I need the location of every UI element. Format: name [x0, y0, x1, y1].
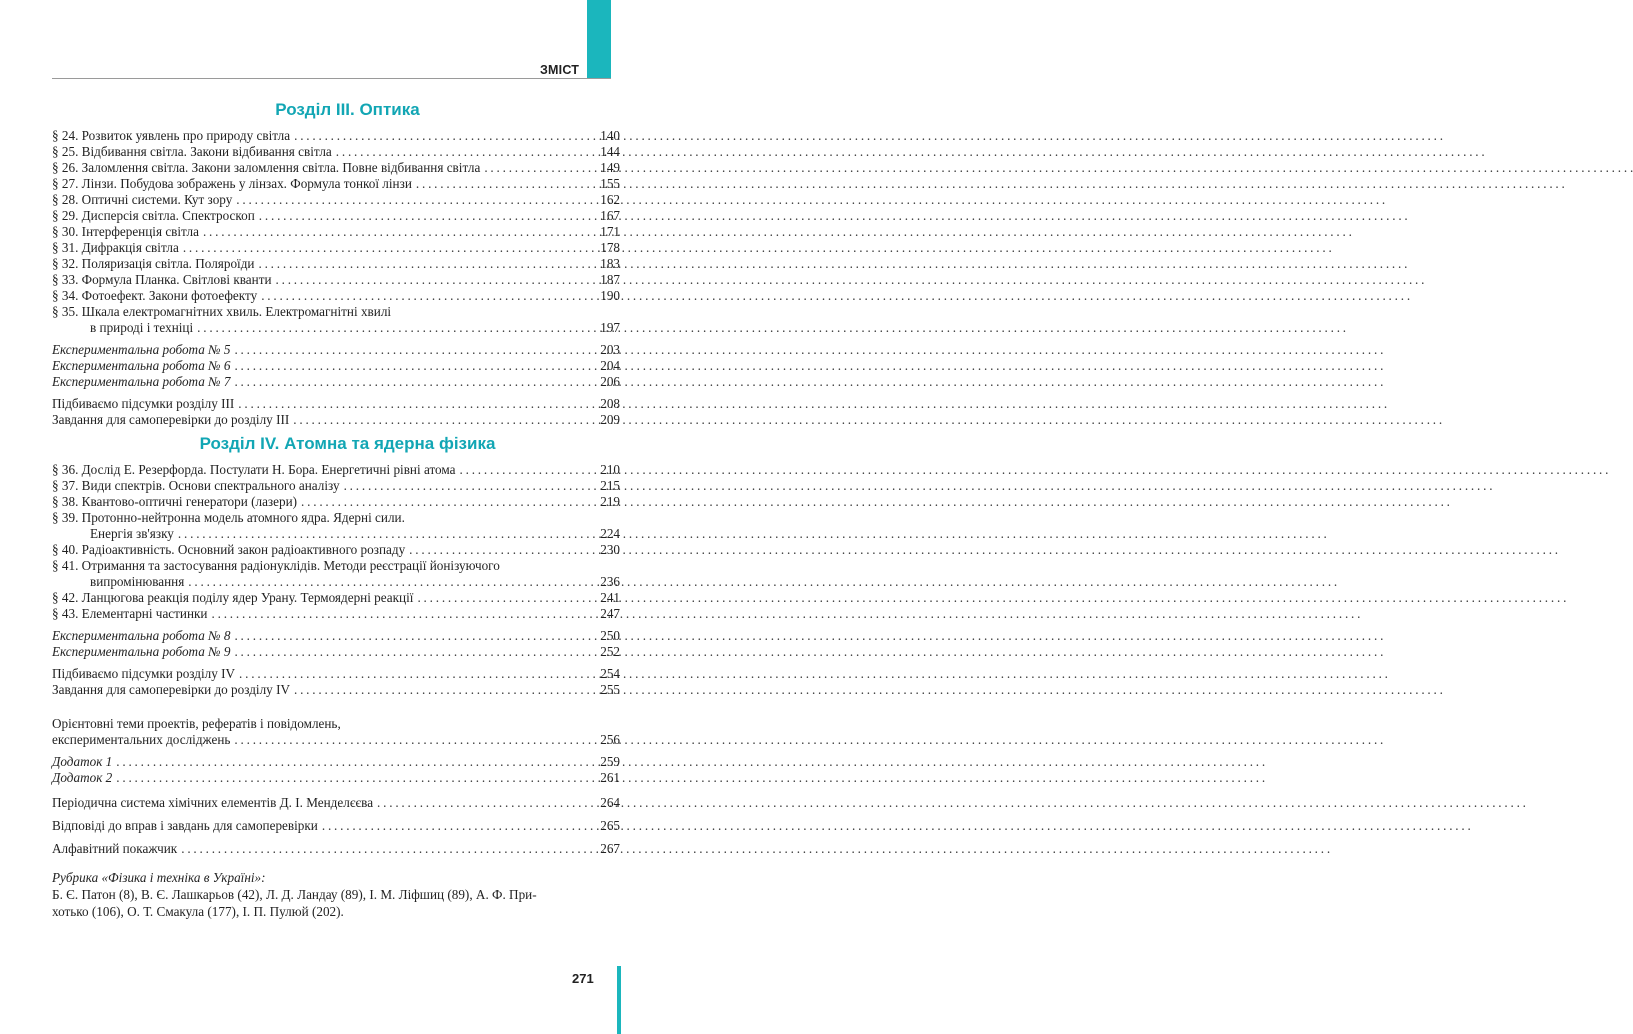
toc-entry[interactable]: § 34. Фотоефект. Закони фотоефекту . . . 190 [52, 288, 620, 304]
toc-entry[interactable]: § 27. Лінзи. Побудова зображень у лінзах. Формула тонкої лінзи . . . 155 [52, 176, 620, 192]
toc-answers[interactable]: Відповіді до вправ і завдань для самоперевірки . . . 265 [52, 818, 620, 834]
toc-entry[interactable]: § 37. Види спектрів. Основи спектрального аналізу . . . 215 [52, 478, 620, 494]
toc-summary[interactable]: Підбиваємо підсумки розділу ІІІ . . . 208 [52, 396, 620, 412]
toc-summary[interactable]: Підбиваємо підсумки розділу IV . . . 254 [52, 666, 620, 682]
toc-experiment[interactable]: Експериментальна робота № 9 . . . 252 [52, 644, 620, 660]
rubric-line: хотько (106), О. Т. Смакула (177), І. П. Пулюй (202). [52, 904, 344, 919]
toc-entry[interactable]: § 32. Поляризація світла. Поляроїди . . . 183 [52, 256, 620, 272]
toc-entry[interactable]: § 28. Оптичні системи. Кут зору . . . 162 [52, 192, 620, 208]
toc-summary[interactable]: Завдання для самоперевірки до розділу ІІІ . . . 209 [52, 412, 620, 428]
toc-appendix-2[interactable]: Додаток 2 . . . 261 [52, 770, 620, 786]
toc-entry[interactable]: § 31. Дифракція світла . . . 178 [52, 240, 620, 256]
rubric-line: Б. Є. Патон (8), В. Є. Лашкарьов (42), Л. Д. Ландау (89), І. М. Ліфшиц (89), А. Ф. При- [52, 887, 537, 902]
rubric-block [52, 869, 620, 920]
header-rule [52, 78, 611, 79]
footer-accent-bar [617, 966, 621, 1034]
toc-entry[interactable]: § 24. Розвиток уявлень про природу світла . . . 140 [52, 128, 620, 144]
toc-entry[interactable]: § 30. Інтерференція світла . . . 171 [52, 224, 620, 240]
toc-projects-line[interactable]: Орієнтовні теми проектів, рефератів і повідомлень, [52, 716, 341, 731]
toc-entry-continuation[interactable]: в природі і техніці . . . 197 [90, 320, 620, 336]
section-4-title: Розділ IV. Атомна та ядерна фізика [199, 434, 496, 453]
toc-entry-continuation[interactable]: Енергія зв'язку . . . 224 [90, 526, 620, 542]
toc-periodic-table[interactable]: Періодична система хімічних елементів Д. І. Менделєєва . . . 264 [52, 795, 620, 811]
section-3-title: Розділ ІІІ. Оптика [275, 100, 420, 119]
toc-experiment[interactable]: Експериментальна робота № 5 . . . 203 [52, 342, 620, 358]
toc-entry-line[interactable]: § 41. Отримання та застосування радіонуклідів. Методи реєстрації йонізуючого [52, 558, 500, 573]
toc-entry[interactable]: § 38. Квантово-оптичні генератори (лазери) . . . 219 [52, 494, 620, 510]
toc-experiment[interactable]: Експериментальна робота № 8 . . . 250 [52, 628, 620, 644]
toc-entry-line[interactable]: § 35. Шкала електромагнітних хвиль. Електромагнітні хвилі [52, 304, 392, 319]
toc-projects[interactable]: експериментальних досліджень . . . 256 [52, 732, 620, 748]
header-accent-tab [587, 0, 611, 78]
running-header-title: ЗМІСТ [540, 63, 580, 77]
toc-entry[interactable]: § 43. Елементарні частинки . . . 247 [52, 606, 620, 622]
toc-summary[interactable]: Завдання для самоперевірки до розділу IV . . . 255 [52, 682, 620, 698]
rubric-title: Рубрика «Фізика і техніка в Україні»: [52, 870, 266, 885]
toc-entry[interactable]: § 26. Заломлення світла. Закони заломлення світла. Повне відбивання світла . . . 149 [52, 160, 620, 176]
page-number: 271 [572, 971, 594, 986]
toc-entry[interactable]: § 29. Дисперсія світла. Спектроскоп . . . 167 [52, 208, 620, 224]
toc-index[interactable]: Алфавітний покажчик . . . 267 [52, 841, 620, 857]
toc-entry[interactable]: § 33. Формула Планка. Світлові кванти . . . 187 [52, 272, 620, 288]
toc-entry[interactable]: § 42. Ланцюгова реакція поділу ядер Урану. Термоядерні реакції . . . 241 [52, 590, 620, 606]
toc-entry-continuation[interactable]: випромінювання . . . 236 [90, 574, 620, 590]
toc-entry-line[interactable]: § 39. Протонно-нейтронна модель атомного ядра. Ядерні сили. [52, 510, 405, 525]
toc-entry[interactable]: § 25. Відбивання світла. Закони відбивання світла . . . 144 [52, 144, 620, 160]
toc-experiment[interactable]: Експериментальна робота № 6 . . . 204 [52, 358, 620, 374]
toc-appendix-1[interactable]: Додаток 1 . . . 259 [52, 754, 620, 770]
toc-entry[interactable]: § 36. Дослід Е. Резерфорда. Постулати Н. Бора. Енергетичні рівні атома . . . 210 [52, 462, 620, 478]
toc-experiment[interactable]: Експериментальна робота № 7 . . . 206 [52, 374, 620, 390]
toc-entry[interactable]: § 40. Радіоактивність. Основний закон радіоактивного розпаду . . . 230 [52, 542, 620, 558]
